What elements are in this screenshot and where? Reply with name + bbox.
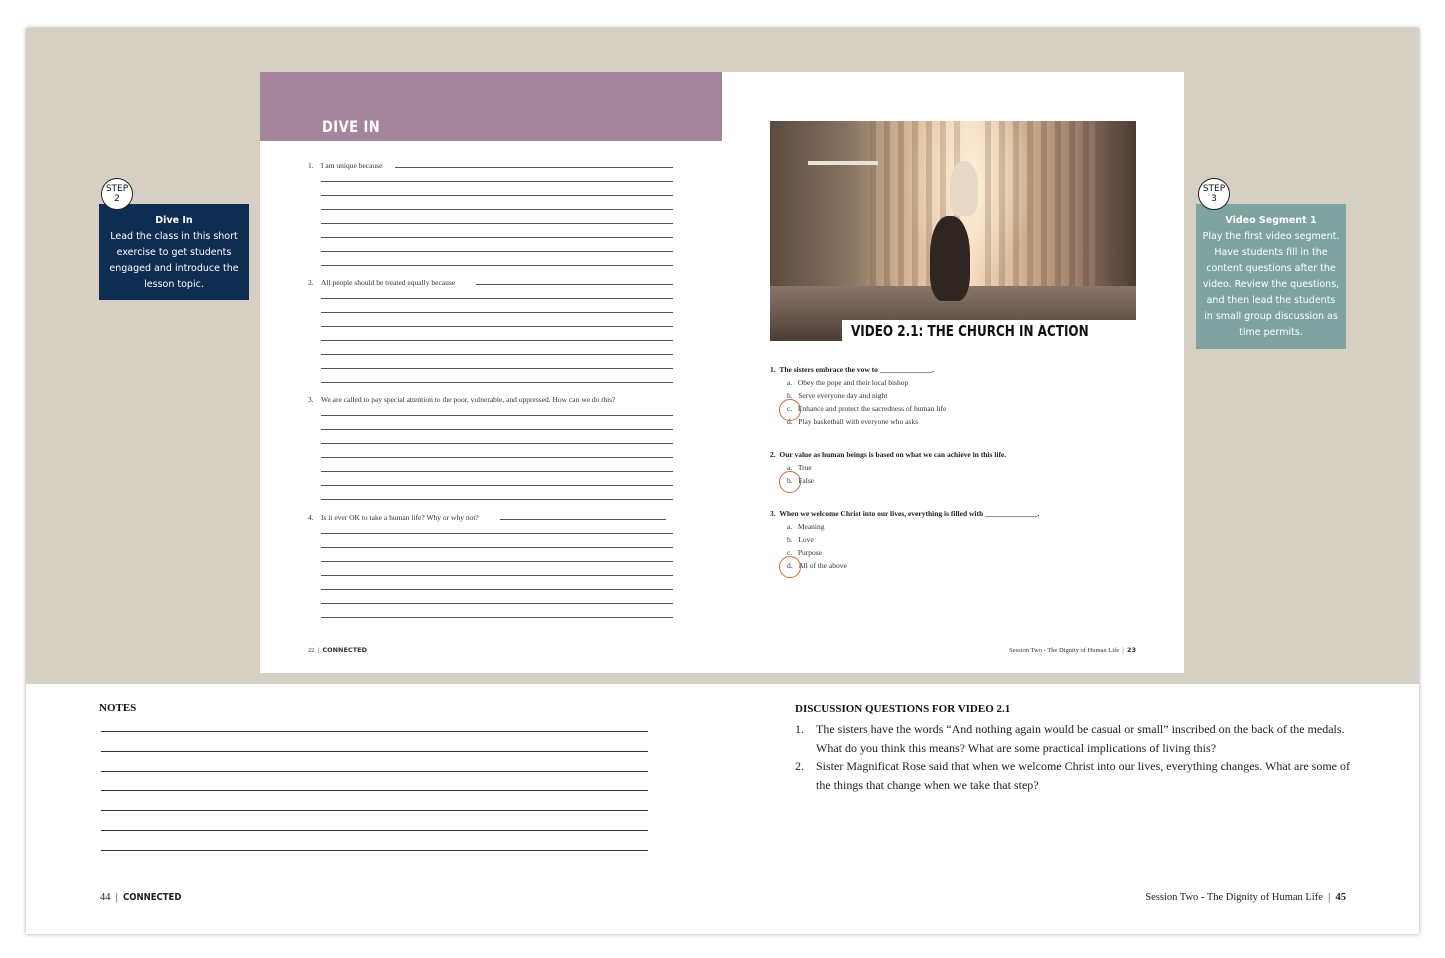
answer-line[interactable] [321, 589, 673, 590]
answer-circle [779, 399, 801, 421]
question-text: Is it ever OK to take a human life? Why or why not? [321, 513, 479, 522]
inner-page-right [722, 72, 1184, 673]
dive-in-header [260, 72, 722, 141]
right-page-footer: Session Two - The Dignity of Human Life | 45 [1145, 892, 1346, 903]
step-word: STEP [1202, 184, 1226, 194]
answer-line[interactable] [321, 499, 673, 500]
option-b[interactable] [787, 535, 814, 544]
question-number: 2. [308, 278, 314, 287]
left-page-footer: 44 | CONNECTED [100, 892, 182, 903]
answer-line[interactable] [321, 457, 673, 458]
step-2-badge [101, 178, 133, 210]
curtain [985, 121, 1095, 301]
step-2-callout [99, 204, 249, 300]
option-a[interactable] [787, 378, 908, 387]
answer-line[interactable] [395, 167, 673, 168]
step-3-callout [1196, 204, 1346, 349]
right-page-number: 45 [1335, 892, 1346, 903]
answer-line[interactable] [321, 298, 673, 299]
answer-line[interactable] [321, 223, 673, 224]
option-text: Love [798, 535, 814, 544]
question-text: The sisters embrace the vow to ______________. [779, 365, 935, 374]
answer-line[interactable] [321, 354, 673, 355]
question-text: I am unique because [321, 161, 383, 170]
answer-line[interactable] [321, 209, 673, 210]
left-brand: CONNECTED [123, 892, 182, 903]
adult-figure [930, 216, 970, 301]
option-text: Purpose [797, 548, 823, 557]
answer-line[interactable] [321, 251, 673, 252]
answer-line[interactable] [321, 382, 673, 383]
dive-in-title: DIVE IN [322, 117, 381, 136]
answer-line[interactable] [321, 340, 673, 341]
step-number: 3 [1211, 194, 1217, 204]
option-letter: b. [787, 391, 793, 400]
notes-line[interactable] [101, 830, 648, 831]
option-b[interactable] [787, 391, 887, 400]
option-c[interactable] [787, 404, 946, 413]
child-figure [950, 161, 978, 216]
notes-line[interactable] [101, 751, 648, 752]
question-number: 2. [770, 450, 776, 459]
discussion-number: 2. [795, 759, 804, 773]
option-text: True [797, 463, 812, 472]
answer-line[interactable] [321, 443, 673, 444]
answer-circle [779, 556, 801, 578]
notes-line[interactable] [101, 731, 648, 732]
option-letter: a. [787, 378, 793, 387]
option-text: Play basketball with everyone who asks [798, 417, 919, 426]
notes-title: NOTES [99, 702, 137, 714]
option-letter: a. [787, 463, 793, 472]
answer-line[interactable] [321, 181, 673, 182]
option-text: Enhance and protect the sacredness of human life [797, 404, 947, 413]
page-number: 22 [308, 647, 315, 654]
page-number: 23 [1126, 646, 1136, 654]
step-3-badge [1198, 178, 1230, 210]
answer-line[interactable] [321, 547, 673, 548]
question-number: 3. [770, 509, 776, 518]
answer-line[interactable] [500, 519, 666, 520]
answer-line[interactable] [321, 471, 673, 472]
question-text: Our value as human beings is based on what we can achieve in this life. [779, 450, 1007, 459]
question-text: We are called to pay special attention to the poor, vulnerable, and oppressed. How can we do this? [321, 395, 616, 404]
inner-left-footer: 22 | CONNECTED [308, 646, 367, 654]
option-letter: b. [787, 535, 793, 544]
video-question-2 [770, 450, 1006, 459]
option-text: All of the above [798, 561, 847, 570]
question-number: 4. [308, 513, 314, 522]
answer-line[interactable] [321, 575, 673, 576]
left-page-number: 44 [100, 892, 111, 903]
option-letter: d. [787, 561, 793, 570]
session-title: Session Two - The Dignity of Human Life [1009, 647, 1120, 654]
discussion-item [795, 757, 1355, 794]
option-d[interactable] [787, 417, 918, 426]
answer-line[interactable] [321, 326, 673, 327]
inner-page-left [260, 72, 722, 673]
option-text: Serve everyone day and night [798, 391, 888, 400]
video-question-3 [770, 509, 1039, 518]
answer-line[interactable] [321, 603, 673, 604]
right-session-title: Session Two - The Dignity of Human Life [1145, 892, 1323, 903]
discussion-number: 1. [795, 722, 804, 736]
answer-line[interactable] [321, 533, 673, 534]
option-text: Meaning [797, 522, 825, 531]
step-title: Dive In [155, 215, 193, 226]
answer-line[interactable] [321, 312, 673, 313]
notes-line[interactable] [101, 790, 648, 791]
question-number: 3. [308, 395, 314, 404]
brand-name: CONNECTED [322, 646, 367, 654]
discussion-text: Sister Magnificat Rose said that when we welcome Christ into our lives, everything changes. What are some of the things that change when we take that step? [816, 759, 1350, 792]
answer-line[interactable] [321, 368, 673, 369]
question-number: 1. [308, 161, 314, 170]
shelf [808, 161, 878, 165]
answer-line[interactable] [476, 284, 673, 285]
option-a[interactable] [787, 522, 825, 531]
option-letter: a. [787, 522, 793, 531]
discussion-title: DISCUSSION QUESTIONS FOR VIDEO 2.1 [795, 703, 1011, 715]
step-title: Video Segment 1 [1225, 215, 1317, 226]
video-question-1 [770, 365, 934, 374]
inner-right-footer: Session Two - The Dignity of Human Life | 23 [1009, 646, 1136, 654]
answer-line[interactable] [321, 561, 673, 562]
option-letter: b. [787, 476, 793, 485]
step-body: Lead the class in this short exercise to get students engaged and introduce the lesson topic. [109, 231, 239, 290]
video-title: VIDEO 2.1: THE CHURCH IN ACTION [851, 322, 1089, 340]
notes-line[interactable] [101, 810, 648, 811]
option-text: Obey the pope and their local bishop [797, 378, 909, 387]
step-word: STEP [105, 184, 129, 194]
question-text: When we welcome Christ into our lives, everything is filled with ______________. [779, 509, 1040, 518]
answer-line[interactable] [321, 415, 673, 416]
answer-line[interactable] [321, 195, 673, 196]
question-number: 1. [770, 365, 776, 374]
discussion-item [795, 720, 1355, 757]
video-title-banner [842, 320, 1136, 341]
answer-circle [779, 471, 801, 493]
discussion-text: The sisters have the words “And nothing again would be casual or small” inscribed on the back of the medals. What do you think this means? What are some practical implications of living this? [816, 722, 1345, 755]
step-number: 2 [114, 194, 120, 204]
answer-line[interactable] [321, 485, 673, 486]
option-letter: c. [787, 548, 793, 557]
answer-line[interactable] [321, 265, 673, 266]
question-text: All people should be treated equally because [321, 278, 456, 287]
answer-line[interactable] [321, 237, 673, 238]
option-letter: c. [787, 404, 793, 413]
notes-line[interactable] [101, 771, 648, 772]
option-letter: d. [787, 417, 793, 426]
video-still-image [770, 121, 1136, 341]
answer-line[interactable] [321, 617, 673, 618]
step-body: Play the first video segment. Have students fill in the content questions after the video. Review the questions, and then lead the students in small group discussion as time permits. [1202, 231, 1340, 338]
option-text: False [798, 476, 815, 485]
notes-line[interactable] [101, 850, 648, 851]
answer-line[interactable] [321, 429, 673, 430]
